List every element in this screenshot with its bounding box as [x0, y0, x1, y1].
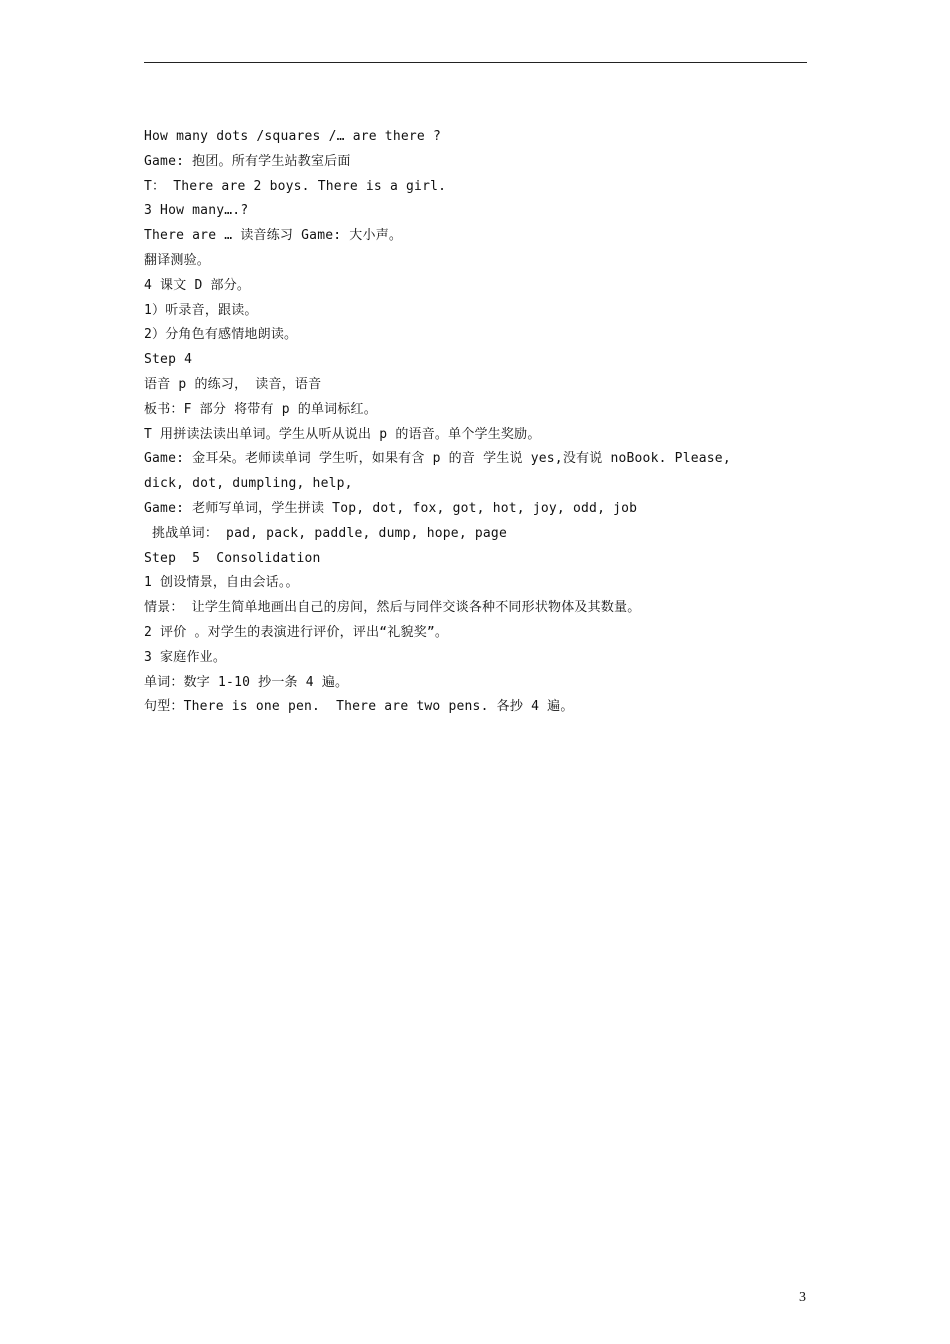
text-line: 2 评价 。对学生的表演进行评价，评出“礼貌奖”。	[144, 624, 449, 640]
text-line: Game: 抱团。所有学生站教室后面	[144, 153, 351, 169]
text-line: How many dots /squares /… are there ?	[144, 129, 441, 144]
text-line: 3 How many….?	[144, 203, 249, 219]
text-line: Step 4	[144, 352, 193, 368]
text-line: 1）听录音，跟读。	[144, 302, 258, 318]
header-rule	[144, 62, 807, 63]
text-line: 挑战单词： pad, pack, paddle, dump, hope, page	[144, 525, 507, 541]
text-line: 1 创设情景，自由会话。。	[144, 575, 299, 591]
text-line: Step 5 Consolidation	[144, 550, 321, 566]
text-line: 板书：F 部分 将带有 p 的单词标红。	[144, 401, 377, 417]
text-line: 4 课文 D 部分。	[144, 277, 251, 293]
text-line: T： There are 2 boys. There is a girl.	[144, 178, 447, 194]
text-line: 情景： 让学生简单地画出自己的房间，然后与同伴交谈各种不同形状物体及其数量。	[144, 600, 641, 616]
text-line: Game: 老师写单词，学生拼读 Top, dot, fox, got, hot, joy, odd, job	[144, 500, 638, 516]
text-line: 句型：There is one pen. There are two pens. 各抄 4 遍。	[144, 699, 574, 715]
text-line: 3 家庭作业。	[144, 649, 227, 665]
document-body	[144, 125, 812, 720]
page-number: 3	[799, 1290, 806, 1305]
text-line: There are … 读音练习 Game: 大小声。	[144, 228, 403, 244]
text-line: Game: 金耳朵。老师读单词 学生听，如果有含 p 的音 学生说 yes,没有说 noBook. Please,	[144, 451, 731, 467]
text-line: 单词：数字 1-10 抄一条 4 遍。	[144, 674, 349, 690]
text-line: 翻译测验。	[144, 252, 211, 268]
text-line: T 用拼读法读出单词。学生从听从说出 p 的语音。单个学生奖励。	[144, 426, 541, 442]
text-line: dick, dot, dumpling, help,	[144, 476, 353, 492]
text-line: 2）分角色有感情地朗读。	[144, 327, 298, 343]
text-line: 语音 p 的练习， 读音，语音	[144, 376, 322, 392]
